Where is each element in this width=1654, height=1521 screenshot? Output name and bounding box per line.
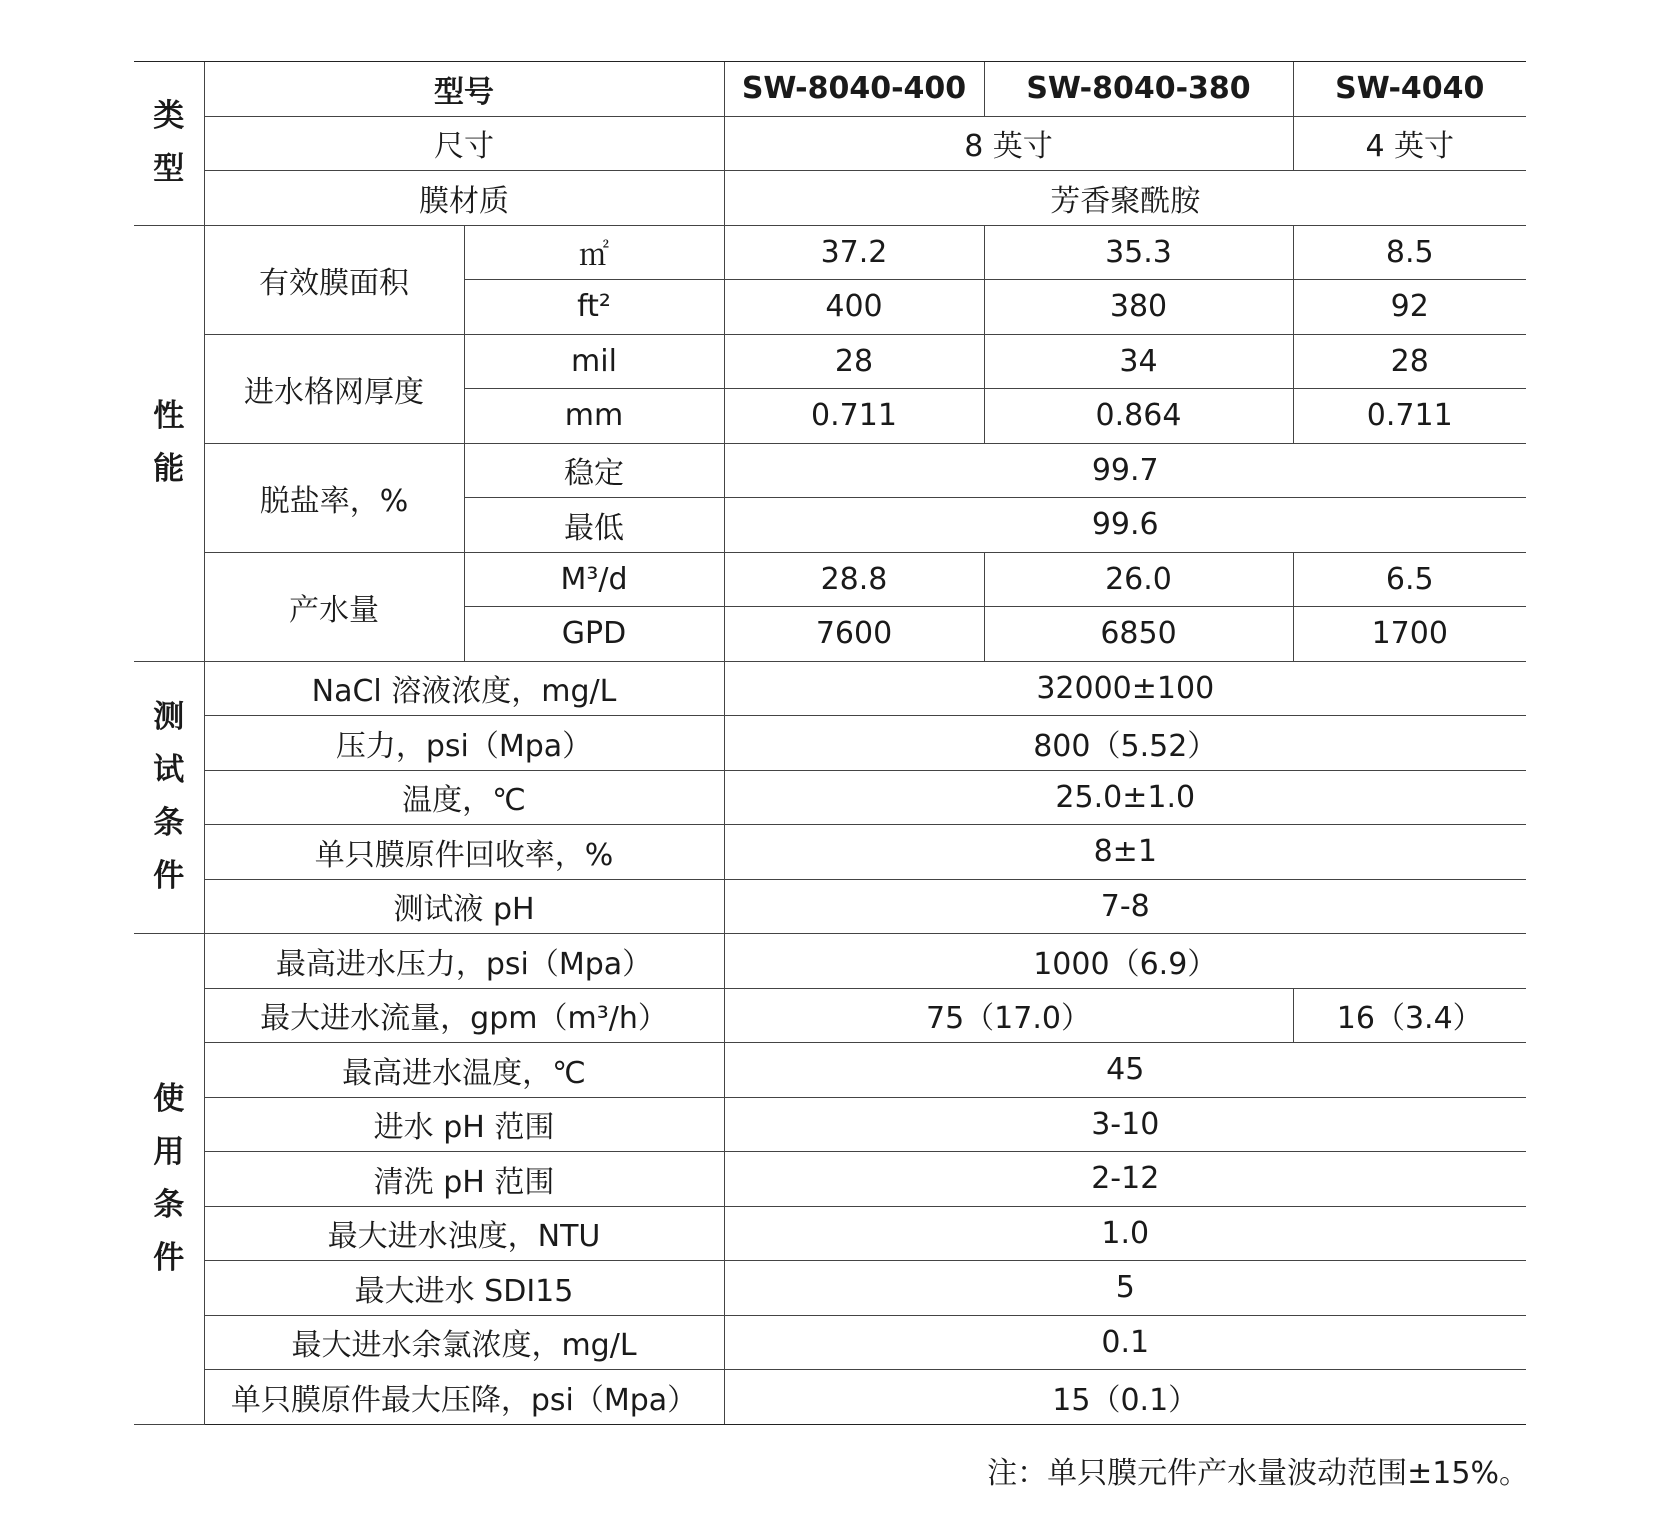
usage-value: 3-10 [724,1097,1526,1152]
cell: 0.711 [1293,389,1526,444]
test-label: 单只膜原件回收率，% [204,825,724,880]
table-row [134,171,1526,226]
model-label: 型号 [204,62,724,117]
category-char: 性 [153,398,185,434]
table-row [134,934,1526,989]
cell: 6850 [984,607,1293,662]
category-test [134,661,204,934]
category-char: 条 [153,805,185,842]
area-label: 有效膜面积 [204,225,464,334]
table-row [134,1315,1526,1370]
material-label: 膜材质 [204,171,724,226]
table-row [134,1370,1526,1425]
usage-label: 最大进水 SDI15 [204,1261,724,1316]
usage-label: 最大进水浊度，NTU [204,1206,724,1261]
test-value: 32000±100 [724,661,1526,716]
table-row [134,988,1526,1043]
category-char: 件 [153,1239,185,1276]
usage-label: 清洗 pH 范围 [204,1152,724,1207]
material-value: 芳香聚酰胺 [724,171,1526,226]
table-row [134,1206,1526,1261]
cell: 0.711 [724,389,984,444]
flow-label: 产水量 [204,552,464,661]
usage-label: 最大进水余氯浓度，mg/L [204,1315,724,1370]
cell: 1700 [1293,607,1526,662]
model-2: SW-8040-380 [984,62,1293,117]
category-usage [134,934,204,1425]
size-8: 8 英寸 [724,116,1293,171]
cell: 380 [984,280,1293,335]
category-char: 能 [153,451,185,487]
cell: 28 [724,334,984,389]
table-row [134,1043,1526,1098]
spacer-unit-mm: mm [464,389,724,444]
usage-value: 2-12 [724,1152,1526,1207]
rejection-stable: 99.7 [724,443,1526,498]
usage-value: 15（0.1） [724,1370,1526,1425]
test-label: 测试液 pH [204,879,724,934]
category-char: 测 [153,699,185,736]
spacer-label: 进水格网厚度 [204,334,464,443]
category-char: 用 [153,1133,185,1170]
spacer-unit-mil: mil [464,334,724,389]
category-type [134,62,204,226]
table-row [134,716,1526,771]
category-char: 条 [153,1186,185,1223]
cell: 34 [984,334,1293,389]
usage-value: 1.0 [724,1206,1526,1261]
cell: 8.5 [1293,225,1526,280]
rejection-min-label: 最低 [464,498,724,553]
table-row [134,225,1526,280]
usage-value: 5 [724,1261,1526,1316]
table-row [134,552,1526,607]
test-label: 压力，psi（Mpa） [204,716,724,771]
cell: 35.3 [984,225,1293,280]
usage-value: 0.1 [724,1315,1526,1370]
cell: 92 [1293,280,1526,335]
cell: 6.5 [1293,552,1526,607]
usage-label: 进水 pH 范围 [204,1097,724,1152]
rejection-min: 99.6 [724,498,1526,553]
test-value: 800（5.52） [724,716,1526,771]
rejection-label: 脱盐率，% [204,443,464,552]
table-row [134,334,1526,389]
test-label: 温度，℃ [204,770,724,825]
usage-label: 最高进水压力，psi（Mpa） [204,934,724,989]
flow-unit-gpd: GPD [464,607,724,662]
usage-value: 1000（6.9） [724,934,1526,989]
table-row [134,1152,1526,1207]
model-1: SW-8040-400 [724,62,984,117]
test-label: NaCl 溶液浓度，mg/L [204,661,724,716]
area-unit-m2: ㎡ [464,225,724,280]
category-char: 试 [153,752,185,789]
cell: 7600 [724,607,984,662]
table-row [134,879,1526,934]
spec-table [134,61,1526,1425]
usage-value: 75（17.0） [724,988,1293,1043]
footnote: 注：单只膜元件产水量波动范围±15%。 [987,1456,1529,1491]
cell: 400 [724,280,984,335]
cell: 28.8 [724,552,984,607]
category-char: 类 [153,98,185,135]
table-row [134,116,1526,171]
size-4: 4 英寸 [1293,116,1526,171]
table-row [134,1261,1526,1316]
size-label: 尺寸 [204,116,724,171]
rejection-stable-label: 稳定 [464,443,724,498]
model-3: SW-4040 [1293,62,1526,117]
test-value: 25.0±1.0 [724,770,1526,825]
test-value: 7-8 [724,879,1526,934]
usage-value: 45 [724,1043,1526,1098]
category-char: 件 [153,858,185,895]
usage-value: 16（3.4） [1293,988,1526,1043]
cell: 28 [1293,334,1526,389]
category-char: 型 [153,151,185,188]
table-row [134,62,1526,117]
usage-label: 最高进水温度，℃ [204,1043,724,1098]
category-performance [134,225,204,661]
table-row [134,770,1526,825]
area-unit-ft2: ft² [464,280,724,335]
category-char: 使 [153,1080,185,1117]
usage-label: 单只膜原件最大压降，psi（Mpa） [204,1370,724,1425]
cell: 0.864 [984,389,1293,444]
table-row [134,1097,1526,1152]
test-value: 8±1 [724,825,1526,880]
flow-unit-m3d: M³/d [464,552,724,607]
table-row [134,443,1526,498]
cell: 37.2 [724,225,984,280]
table-row [134,825,1526,880]
cell: 26.0 [984,552,1293,607]
usage-label: 最大进水流量，gpm（m³/h） [204,988,724,1043]
table-row [134,661,1526,716]
